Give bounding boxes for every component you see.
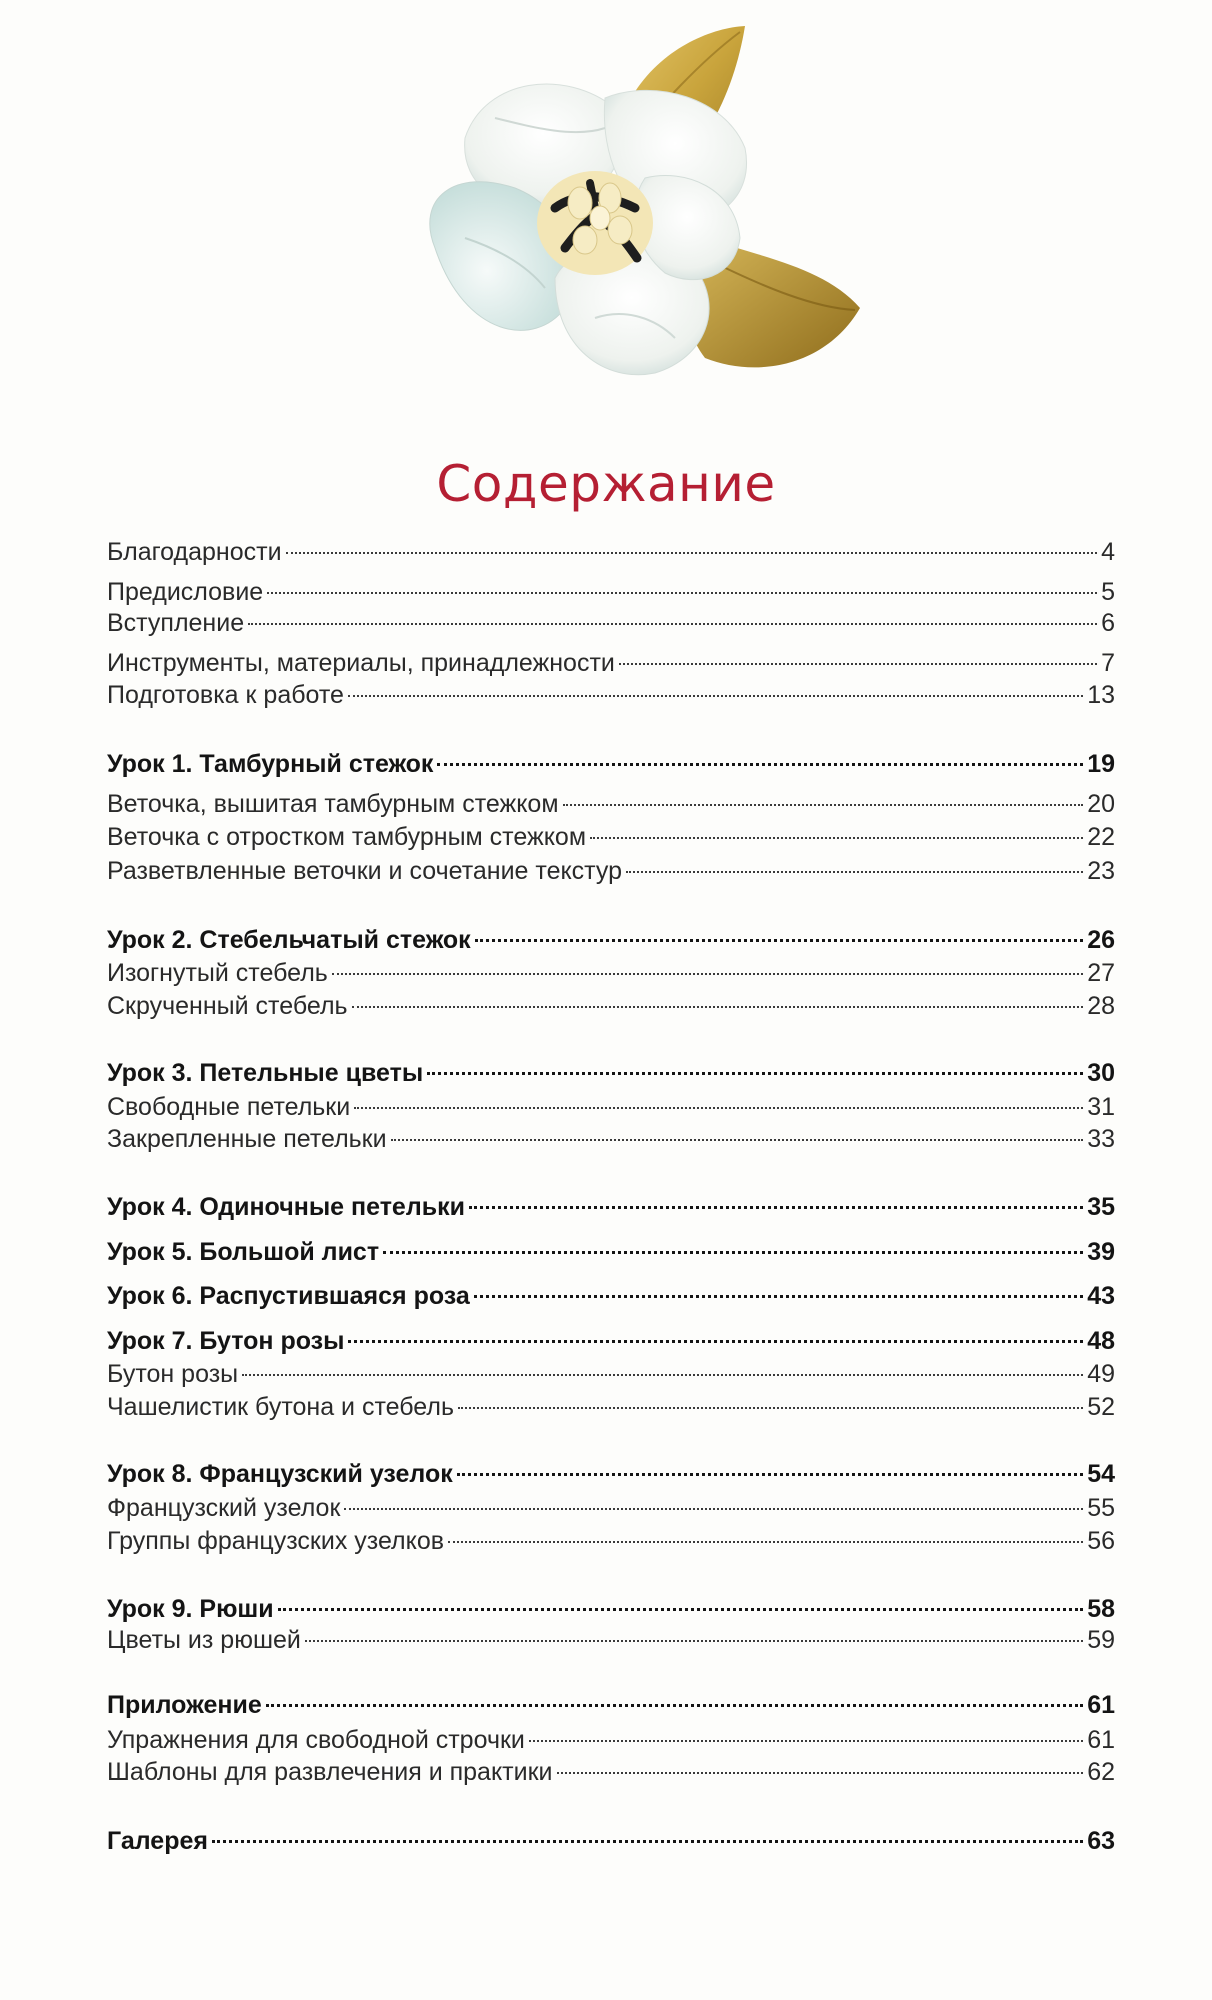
toc-entry-title: Предисловие	[107, 578, 264, 606]
toc-row	[107, 603, 1115, 643]
toc-page-number: 22	[1087, 823, 1115, 851]
toc-entry-title: Урок 6. Распустившаяся роза	[107, 1282, 470, 1310]
dot-leader	[475, 938, 1084, 942]
ribbon-embroidery-flower-icon	[405, 18, 865, 418]
dot-leader	[348, 694, 1083, 697]
toc-entry-title: Французский узелок	[107, 1494, 341, 1522]
dot-leader	[469, 1205, 1083, 1209]
dot-leader	[286, 551, 1098, 554]
toc-chapter-row	[107, 1685, 1115, 1725]
toc-entry-title: Разветвленные веточки и сочетание текстур	[107, 857, 623, 885]
toc-row	[107, 851, 1115, 891]
dot-leader	[563, 803, 1084, 806]
toc-page-number: 20	[1087, 790, 1115, 818]
dot-leader	[427, 1071, 1083, 1075]
dot-leader	[626, 870, 1083, 873]
toc-entry-title: Урок 8. Французский узелок	[107, 1460, 453, 1488]
toc-row	[107, 1119, 1115, 1159]
toc-page-number: 7	[1101, 649, 1115, 677]
dot-leader	[557, 1771, 1084, 1774]
toc-page-number: 49	[1087, 1360, 1115, 1388]
page-title: Содержание	[436, 455, 776, 513]
toc-page-number: 61	[1087, 1726, 1115, 1754]
toc-chapter-row	[107, 744, 1115, 784]
toc-entry-title: Урок 5. Большой лист	[107, 1238, 380, 1266]
dot-leader	[352, 1005, 1084, 1008]
toc-entry-title: Шаблоны для развлечения и практики	[107, 1758, 553, 1786]
toc-page-number: 54	[1087, 1460, 1115, 1488]
dot-leader	[278, 1607, 1084, 1611]
dot-leader	[348, 1339, 1083, 1343]
toc-entry-title: Приложение	[107, 1691, 262, 1719]
toc-page-number: 35	[1087, 1193, 1115, 1221]
toc-chapter-row	[107, 1276, 1115, 1316]
toc-entry-title: Урок 9. Рюши	[107, 1595, 274, 1623]
toc-row	[107, 986, 1115, 1026]
toc-page-number: 4	[1101, 538, 1115, 566]
dot-leader	[590, 836, 1083, 839]
toc-chapter-row	[107, 1232, 1115, 1272]
toc-row	[107, 1387, 1115, 1427]
dot-leader	[344, 1507, 1083, 1510]
dot-leader	[266, 1703, 1083, 1707]
dot-leader	[437, 762, 1083, 766]
toc-entry-title: Цветы из рюшей	[107, 1626, 301, 1654]
toc-page-number: 31	[1087, 1093, 1115, 1121]
toc-chapter-row	[107, 1187, 1115, 1227]
dot-leader	[383, 1250, 1083, 1254]
toc-page-number: 13	[1087, 681, 1115, 709]
toc-entry-title: Урок 1. Тамбурный стежок	[107, 750, 434, 778]
toc-page-number: 52	[1087, 1393, 1115, 1421]
toc-entry-title: Веточка с отростком тамбурным стежком	[107, 823, 587, 851]
toc-entry-title: Урок 3. Петельные цветы	[107, 1059, 424, 1087]
dot-leader	[448, 1540, 1083, 1543]
toc-chapter-row	[107, 1821, 1115, 1861]
toc-row	[107, 1521, 1115, 1561]
dot-leader	[267, 591, 1097, 594]
toc-entry-title: Благодарности	[107, 538, 282, 566]
toc-entry-title: Упражнения для свободной строчки	[107, 1726, 525, 1754]
dot-leader	[248, 622, 1097, 625]
toc-page-number: 55	[1087, 1494, 1115, 1522]
toc-page-number: 43	[1087, 1282, 1115, 1310]
toc-entry-title: Урок 4. Одиночные петельки	[107, 1193, 465, 1221]
toc-page-number: 39	[1087, 1238, 1115, 1266]
dot-leader	[458, 1406, 1083, 1409]
toc-entry-title: Бутон розы	[107, 1360, 239, 1388]
dot-leader	[332, 972, 1083, 975]
toc-page-number: 48	[1087, 1327, 1115, 1355]
toc-page-number: 62	[1087, 1758, 1115, 1786]
toc-entry-title: Свободные петельки	[107, 1093, 351, 1121]
toc-entry-title: Изогнутый стебель	[107, 959, 328, 987]
toc-page-number: 19	[1087, 750, 1115, 778]
toc-page-number: 5	[1101, 578, 1115, 606]
toc-page-number: 59	[1087, 1626, 1115, 1654]
toc-page-number: 56	[1087, 1527, 1115, 1555]
toc-entry-title: Чашелистик бутона и стебель	[107, 1393, 454, 1421]
toc-entry-title: Урок 7. Бутон розы	[107, 1327, 345, 1355]
dot-leader	[529, 1739, 1083, 1742]
toc-row	[107, 1752, 1115, 1792]
toc-page-number: 27	[1087, 959, 1115, 987]
toc-entry-title: Галерея	[107, 1827, 208, 1855]
dot-leader	[474, 1294, 1083, 1298]
toc-page-number: 61	[1087, 1691, 1115, 1719]
dot-leader	[354, 1106, 1083, 1109]
toc-entry-title: Урок 2. Стебельчатый стежок	[107, 926, 471, 954]
dot-leader	[619, 662, 1097, 665]
toc-entry-title: Веточка, вышитая тамбурным стежком	[107, 790, 559, 818]
toc-page-number: 33	[1087, 1125, 1115, 1153]
toc-row	[107, 532, 1115, 572]
toc-row	[107, 675, 1115, 715]
toc-page-number: 30	[1087, 1059, 1115, 1087]
toc-entry-title: Подготовка к работе	[107, 681, 344, 709]
dot-leader	[242, 1373, 1083, 1376]
toc-entry-title: Скрученный стебель	[107, 992, 348, 1020]
toc-row	[107, 1620, 1115, 1660]
toc-page-number: 23	[1087, 857, 1115, 885]
toc-entry-title: Инструменты, материалы, принадлежности	[107, 649, 615, 677]
toc-page-number: 28	[1087, 992, 1115, 1020]
dot-leader	[457, 1472, 1083, 1476]
toc-page-number: 6	[1101, 609, 1115, 637]
toc-page-number: 58	[1087, 1595, 1115, 1623]
toc-entry-title: Закрепленные петельки	[107, 1125, 387, 1153]
toc-entry-title: Группы французских узелков	[107, 1527, 445, 1555]
dot-leader	[212, 1839, 1083, 1843]
toc-entry-title: Вступление	[107, 609, 245, 637]
dot-leader	[391, 1138, 1084, 1141]
toc-page-number: 26	[1087, 926, 1115, 954]
toc-page-number: 63	[1087, 1827, 1115, 1855]
dot-leader	[305, 1639, 1083, 1642]
